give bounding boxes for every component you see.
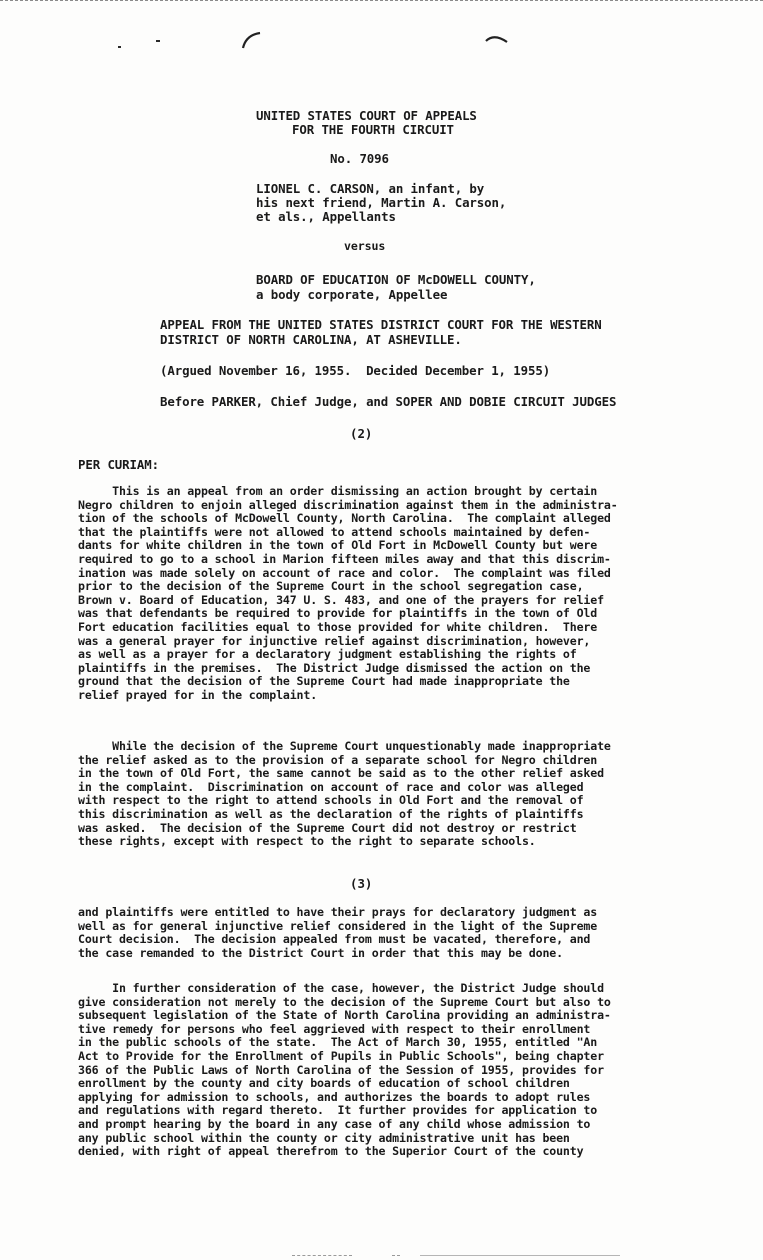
paragraph-line: 366 of the Public Laws of North Carolina of the Session of 1955, provides for	[78, 1063, 604, 1077]
opinion-paragraph-4	[78, 982, 678, 1159]
appeal-line-1: APPEAL FROM THE UNITED STATES DISTRICT COURT FOR THE WESTERN	[160, 317, 602, 332]
paragraph-line: the case remanded to the District Court in order that this may be done.	[78, 946, 563, 960]
appellant-line-2: his next friend, Martin A. Carson,	[256, 195, 507, 210]
paragraph-line: enrollment by the county and city boards of education of school children	[78, 1077, 570, 1091]
paragraph-line: In further consideration of the case, however, the District Judge should	[78, 982, 604, 995]
paragraph-line: Negro children to enjoin alleged discrimination against them in the administra-	[78, 498, 618, 512]
paragraph-line: give consideration not merely to the decision of the Supreme Court but also to	[78, 995, 611, 1009]
paragraph-line: was asked. The decision of the Supreme Court did not destroy or restrict	[78, 821, 577, 835]
appellant-line-3: et als., Appellants	[256, 209, 396, 224]
appeal-line-2: DISTRICT OF NORTH CAROLINA, AT ASHEVILLE.	[160, 332, 462, 347]
paragraph-line: Court decision. The decision appealed from must be vacated, therefore, and	[78, 933, 591, 947]
paragraph-line: this discrimination as well as the declaration of the rights of plaintiffs	[78, 807, 584, 821]
court-name-line-1: UNITED STATES COURT OF APPEALS	[256, 108, 477, 123]
paragraph-line: as well as a prayer for a declaratory judgment establishing the rights of	[78, 648, 577, 662]
paragraph-line: Act to Provide for the Enrollment of Pupils in Public Schools", being chapter	[78, 1049, 604, 1063]
paragraph-line: plaintiffs in the premises. The District Judge dismissed the action on the	[78, 661, 591, 675]
paragraph-line: the relief asked as to the provision of a separate school for Negro children	[78, 753, 598, 767]
hole-punch-mark-right	[484, 32, 510, 46]
top-dashed-edge	[0, 0, 763, 1]
versus-label: versus	[344, 239, 386, 253]
paragraph-line: and plaintiffs were entitled to have their prays for declaratory judgment as	[78, 906, 598, 919]
paragraph-line: in the complaint. Discrimination on account of race and color was alleged	[78, 780, 584, 794]
appellee-line-1: BOARD OF EDUCATION OF McDOWELL COUNTY,	[256, 272, 536, 287]
opinion-paragraph-3	[78, 906, 678, 960]
paragraph-line: that the plaintiffs were not allowed to attend schools maintained by defen-	[78, 525, 591, 539]
court-name-line-2: FOR THE FOURTH CIRCUIT	[292, 122, 454, 137]
paragraph-line: required to go to a school in Marion fifteen miles away and that this discrim-	[78, 552, 611, 566]
paragraph-line: ground that the decision of the Supreme Court had made inappropriate the	[78, 675, 570, 689]
appellee-line-2: a body corporate, Appellee	[256, 287, 448, 302]
bottom-edge-mark-2	[392, 1255, 400, 1256]
paragraph-line: and regulations with regard thereto. It further provides for application to	[78, 1104, 598, 1118]
page-number-3: (3)	[350, 876, 373, 891]
judges-line: Before PARKER, Chief Judge, and SOPER AND DOBIE CIRCUIT JUDGES	[160, 394, 617, 409]
paragraph-line: subsequent legislation of the State of North Carolina providing an administra-	[78, 1009, 611, 1023]
bottom-edge-mark-3	[420, 1255, 620, 1256]
paragraph-line: tive remedy for persons who feel aggrieved with respect to their enrollment	[78, 1022, 591, 1036]
per-curiam-heading: PER CURIAM:	[78, 457, 159, 472]
paragraph-line: applying for admission to schools, and authorizes the boards to adopt rules	[78, 1090, 591, 1104]
paragraph-line: ination was made solely on account of race and color. The complaint was filed	[78, 566, 611, 580]
opinion-paragraph-2	[78, 740, 678, 849]
paragraph-line: was a general prayer for injunctive relief against discrimination, however,	[78, 634, 591, 648]
appellant-line-1: LIONEL C. CARSON, an infant, by	[256, 181, 485, 196]
scan-mark-dot-1	[118, 46, 121, 48]
docket-number: No. 7096	[330, 151, 389, 166]
hole-punch-mark-left	[240, 30, 264, 50]
paragraph-line: While the decision of the Supreme Court unquestionably made inappropriate	[78, 740, 611, 753]
paragraph-line: was that defendants be required to provide for plaintiffs in the town of Old	[78, 607, 598, 621]
paragraph-line: This is an appeal from an order dismissing an action brought by certain	[78, 485, 598, 498]
bottom-edge-mark-1	[292, 1255, 352, 1256]
paragraph-line: well as for general injunctive relief considered in the light of the Supreme	[78, 919, 598, 933]
paragraph-line: Brown v. Board of Education, 347 U. S. 483, and one of the prayers for relief	[78, 593, 604, 607]
paragraph-line: relief prayed for in the complaint.	[78, 688, 318, 702]
paragraph-line: Fort education facilities equal to those provided for white children. There	[78, 620, 598, 634]
paragraph-line: tion of the schools of McDowell County, North Carolina. The complaint alleged	[78, 512, 611, 526]
paragraph-line: in the town of Old Fort, the same cannot be said as to the other relief asked	[78, 767, 604, 781]
page-number-2: (2)	[350, 426, 373, 441]
paragraph-line: with respect to the right to attend schools in Old Fort and the removal of	[78, 794, 584, 808]
scan-mark-dot-2	[156, 40, 160, 42]
paragraph-line: denied, with right of appeal therefrom to the Superior Court of the county	[78, 1145, 584, 1159]
opinion-paragraph-1	[78, 485, 678, 703]
paragraph-line: dants for white children in the town of Old Fort in McDowell County but were	[78, 539, 598, 553]
paragraph-line: in the public schools of the state. The Act of March 30, 1955, entitled "An	[78, 1036, 598, 1050]
paragraph-line: these rights, except with respect to the right to separate schools.	[78, 835, 536, 849]
argued-decided-dates: (Argued November 16, 1955. Decided December 1, 1955)	[160, 363, 551, 378]
paragraph-line: prior to the decision of the Supreme Court in the school segregation case,	[78, 580, 584, 594]
paragraph-line: and prompt hearing by the board in any case of any child whose admission to	[78, 1117, 591, 1131]
paragraph-line: any public school within the county or city administrative unit has been	[78, 1131, 570, 1145]
